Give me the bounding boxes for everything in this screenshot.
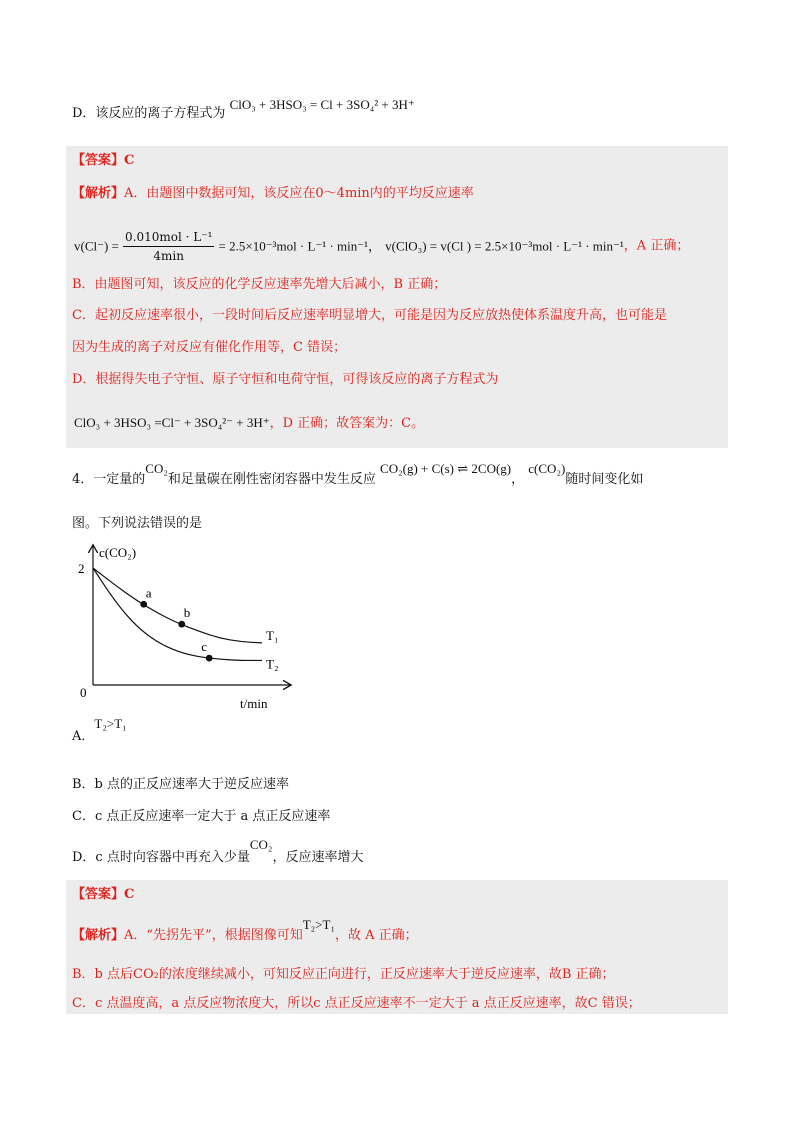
q4-reaction: CO₂(g) + C(s) ⇌ 2CO(g) <box>380 461 512 476</box>
q3-final-eq-text: ClO₃ + 3HSO₃ =Cl⁻ + 3SO₄²⁻ + 3H⁺ <box>74 415 270 430</box>
origin-label: 0 <box>80 685 87 700</box>
q4-analysis-tag: 【解析】 <box>72 928 125 943</box>
q4-stem-3: ， <box>511 472 525 487</box>
point-label-b: b <box>183 605 191 621</box>
q3-rate-2: v(ClO₃) = v(Cl ) = 2.5×10⁻³mol · L⁻¹ · min⁻¹ <box>385 238 624 254</box>
q4-analysis-c: C．c 点温度高，a 点反应物浓度大，所以c 点正反应速率不一定大于 a 点正反应速率，故C 错误； <box>72 996 641 1011</box>
q3-answer-tag: 【答案】 <box>72 153 125 168</box>
y-tick-2: 2 <box>78 561 85 576</box>
q4-answer-value: C <box>124 887 135 902</box>
q4-answer-tag: 【答案】 <box>72 887 125 902</box>
q3-final-tail: ，D 正确；故答案为：C。 <box>269 416 425 431</box>
q4-stem-4: 随时间变化如 <box>565 472 644 487</box>
q4-answer-panel <box>66 880 728 1014</box>
q4-analysis-a-tail: ，故 A 正确； <box>334 928 418 943</box>
q4-option-d-co2: CO₂ <box>249 837 273 852</box>
q4-option-d-suffix: ，反应速率增大 <box>272 850 364 865</box>
point-b <box>178 621 185 628</box>
q4-option-a-math: T₂>T₁ <box>94 716 127 731</box>
q3-option-d-equation: ClO₃ + 3HSO₃ = Cl + 3SO₄² + 3H⁺ <box>229 97 415 112</box>
q4-c-co2: c(CO₂) <box>528 461 566 476</box>
q4-analysis-a-text: A．“先拐先平”，根据图像可知 <box>124 928 303 943</box>
q4-option-c: C．c 点正反应速率一定大于 a 点正反应速率 <box>72 809 331 824</box>
x-axis-label: t/min <box>240 696 268 711</box>
q3-rate-fraction <box>123 228 214 265</box>
q3-rate-equation <box>74 228 689 262</box>
q3-rate-2-tail: ，A 正确； <box>623 238 690 254</box>
q4-stem-2: 和足量碳在刚性密闭容器中发生反应 <box>167 472 376 487</box>
q3-analysis-a <box>72 185 474 203</box>
q4-stem-1: 4．一定量的 <box>72 472 146 487</box>
q3-analysis-tag: 【解析】 <box>72 186 125 201</box>
q4-option-a <box>72 716 127 746</box>
q3-answer <box>72 152 134 170</box>
point-label-a: a <box>145 585 152 601</box>
point-a <box>140 601 147 608</box>
q4-option-a-prefix: A． <box>72 729 95 744</box>
q4-analysis-a-math: T₂>T₁ <box>302 917 335 932</box>
q3-analysis-a-text: A．由题图中数据可知，该反应在0～4min内的平均反应速率 <box>124 186 474 201</box>
q4-option-d <box>72 837 364 867</box>
curve-t2 <box>93 568 262 660</box>
q3-final-equation <box>74 414 424 433</box>
series-label-t1: T₁ <box>266 627 279 643</box>
q4-analysis-a <box>72 917 418 945</box>
q3-analysis-b: B．由题图可知，该反应的化学反应速率先增大后减小，B 正确； <box>72 277 447 292</box>
q4-answer <box>72 886 134 904</box>
q4-stem-line1 <box>72 461 644 489</box>
q3-rate-numerator: 0.010mol · L⁻¹ <box>123 228 214 247</box>
q3-analysis-d: D．根据得失电子守恒、原子守恒和电荷守恒，可得该反应的离子方程式为 <box>72 372 499 387</box>
q4-co2: CO₂ <box>145 461 168 476</box>
q4-analysis-b: B．b 点后CO₂的浓度继续减小，可知反应正向进行，正反应速率大于逆反应速率，故B 正确； <box>72 967 615 982</box>
y-axis-label: c(CO₂) <box>99 545 137 560</box>
q3-option-d-text: D．该反应的离子方程式为 <box>72 106 226 121</box>
q3-rate-denominator: 4min <box>153 249 184 263</box>
q3-analysis-c-line1: C．起初反应速率很小，一段时间后反应速率明显增大，可能是因为反应放热使体系温度升高，也可能是 <box>72 308 667 323</box>
q4-chart <box>72 540 312 718</box>
series-label-t2: T₂ <box>266 656 279 672</box>
q4-option-b: B．b 点的正反应速率大于逆反应速率 <box>72 777 290 792</box>
q3-rate-lhs: v(Cl⁻) = <box>74 238 119 254</box>
q3-option-d <box>72 97 415 123</box>
q4-option-d-prefix: D．c 点时向容器中再充入少量 <box>72 850 250 865</box>
point-c <box>206 655 213 662</box>
q3-answer-value: C <box>124 153 135 168</box>
point-label-c: c <box>201 639 207 655</box>
q3-rate-rhs: = 2.5×10⁻³mol · L⁻¹ · min⁻¹， <box>218 238 382 254</box>
q4-stem-line2: 图。下列说法错误的是 <box>72 516 203 531</box>
q3-analysis-c-line2: 因为生成的离子对反应有催化作用等，C 错误； <box>72 340 347 355</box>
